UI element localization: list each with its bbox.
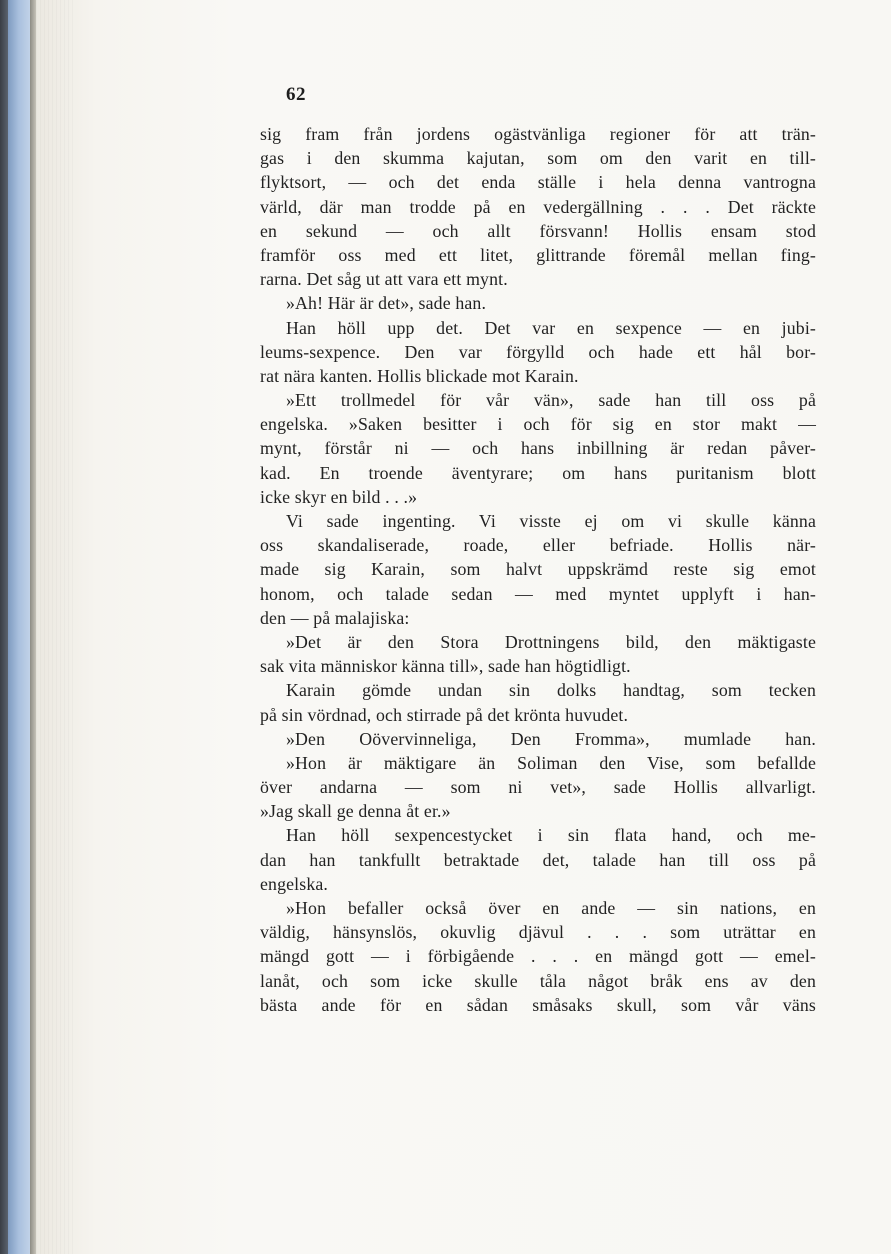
text-line: Han höll sexpencestycket i sin flata hand, och me- <box>286 825 816 846</box>
text-line: gas i den skumma kajutan, som om den varit en till- <box>260 148 816 169</box>
text-line: Vi sade ingenting. Vi visste ej om vi skulle känna <box>286 511 816 531</box>
text-line: lanåt, och som icke skulle tåla något bråk ens av den <box>260 970 816 991</box>
text-line: icke skyr en bild . . .» <box>260 486 418 507</box>
text-line: mynt, förstår ni — och hans inbillning är redan påver- <box>260 438 816 459</box>
text-line: »Hon är mäktigare än Soliman den Vise, som befallde <box>286 752 816 773</box>
text-line: rat nära kanten. Hollis blickade mot Karain. <box>260 365 579 386</box>
text-line: väldig, hänsynslös, okuvlig djävul . . . som uträttar en <box>260 922 816 943</box>
text-line: framför oss med ett litet, glittrande föremål mellan fing- <box>260 244 816 265</box>
text-line: made sig Karain, som halvt uppskrämd reste sig emot <box>260 559 816 580</box>
text-line: »Jag skall ge denna åt er.» <box>260 801 451 822</box>
text-line: bästa ande för en sådan småsaks skull, som vår väns <box>260 994 816 1015</box>
text-line: »Ett trollmedel för vår vän», sade han till oss på <box>286 390 816 411</box>
text-line: den — på malajiska: <box>260 607 410 628</box>
text-line: mängd gott — i förbigående . . . en mängd gott — emel- <box>260 946 816 967</box>
text-line: »Hon befaller också över en ande — sin nations, en <box>286 898 816 918</box>
text-line: en sekund — och allt försvann! Hollis ensam stod <box>260 220 816 241</box>
text-line: honom, och talade sedan — med myntet upplyft i han- <box>260 583 816 604</box>
text-line: på sin vördnad, och stirrade på det krönta huvudet. <box>260 704 629 725</box>
text-line: värld, där man trodde på en vedergällning . . . Det räckte <box>260 196 816 217</box>
text-line: över andarna — som ni vet», sade Hollis allvarligt. <box>260 777 816 798</box>
text-line: dan han tankfullt betraktade det, talade han till oss på <box>260 849 816 870</box>
text-line: flyktsort, — och det enda ställe i hela denna vantrogna <box>260 172 816 193</box>
text-line: Karain gömde undan sin dolks handtag, som tecken <box>286 680 816 701</box>
text-line: engelska. <box>260 873 329 894</box>
text-line: sak vita människor känna till», sade han högtidligt. <box>260 656 631 677</box>
text-line: »Den Oövervinneliga, Den Fromma», mumlade han. <box>286 728 816 749</box>
text-line: kad. En troende äventyrare; om hans puritanism blott <box>260 462 816 483</box>
text-line: »Ah! Här är det», sade han. <box>286 293 487 314</box>
text-line: sig fram från jordens ogästvänliga regioner för att trän- <box>260 124 816 144</box>
page-number: 62 <box>286 84 306 105</box>
text-line: engelska. »Saken besitter i och för sig en stor makt — <box>260 414 816 435</box>
page-edges <box>36 0 76 1254</box>
text-line: »Det är den Stora Drottningens bild, den mäktigaste <box>286 631 816 652</box>
text-line: oss skandaliserade, roade, eller befriade. Hollis när- <box>260 535 816 556</box>
text-line: rarna. Det såg ut att vara ett mynt. <box>260 269 508 290</box>
text-line: leums-sexpence. Den var förgylld och hade ett hål bor- <box>260 341 816 362</box>
body-text <box>260 122 816 1017</box>
book-cover-edge <box>8 0 32 1254</box>
text-line: Han höll upp det. Det var en sexpence — en jubi- <box>286 317 816 338</box>
